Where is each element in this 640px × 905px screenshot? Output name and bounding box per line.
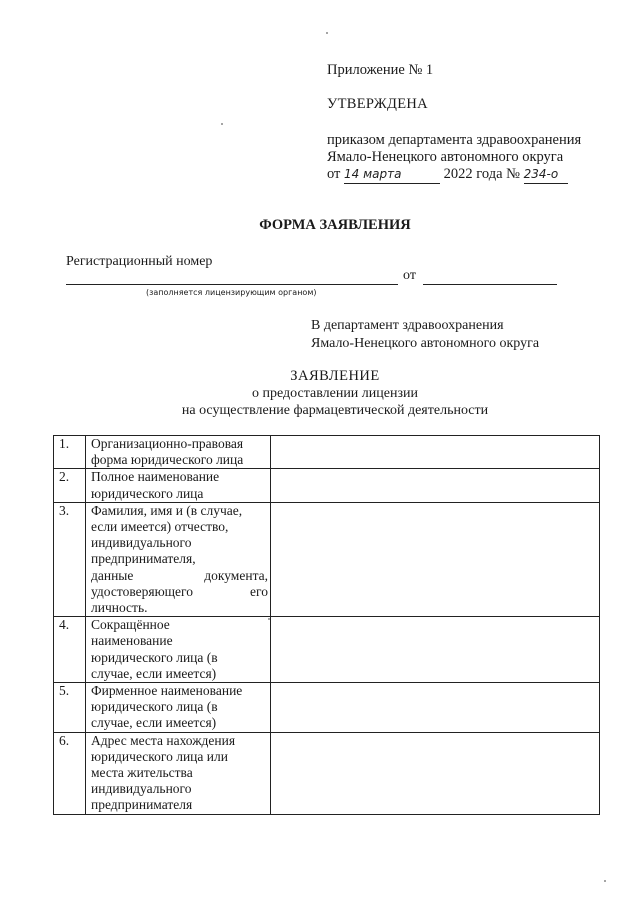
table-row (54, 469, 600, 502)
registration-from-label: от (403, 268, 416, 283)
scan-speck (326, 32, 328, 34)
addressee-line-2: Ямало-Ненецкого автономного округа (311, 336, 540, 351)
row-label-line: предпринимателя (91, 797, 193, 813)
row-number: 1. (54, 436, 86, 469)
table-row (54, 617, 600, 683)
row-value-field[interactable] (271, 436, 600, 469)
row-label-word: его (250, 583, 268, 599)
row-label-line: случае, если имеется) (91, 715, 217, 731)
row-label-line: юридического лица (в (91, 649, 218, 665)
scan-speck (221, 123, 223, 125)
application-subtitle-2: на осуществление фармацевтической деятельности (181, 403, 489, 418)
order-line-1: приказом департамента здравоохранения (327, 132, 582, 148)
row-label (86, 469, 271, 502)
order-number-field (524, 166, 568, 184)
row-number: 6. (54, 732, 86, 814)
row-label-word: данные (91, 567, 134, 583)
table-row (54, 732, 600, 814)
row-label (86, 617, 271, 683)
row-label-line: юридического лица (91, 485, 204, 501)
scan-speck (604, 880, 606, 882)
row-label (86, 436, 271, 469)
application-subtitle-1: о предоставлении лицензии (251, 386, 418, 401)
scan-speck (268, 618, 270, 620)
form-title: ФОРМА ЗАЯВЛЕНИЯ (259, 217, 411, 233)
order-date-handwritten: 14 марта (344, 167, 402, 181)
row-label-line: случае, если имеется) (91, 665, 217, 681)
approved-label: УТВЕРЖДЕНА (327, 96, 428, 112)
order-number-handwritten: 234-о (523, 167, 559, 181)
registration-label: Регистрационный номер (66, 254, 213, 269)
registration-note: (заполняется лицензирующим органом) (146, 288, 317, 297)
row-label-line (91, 584, 268, 600)
row-label-word: удостоверяющего (91, 583, 193, 599)
row-label-line: Фамилия, имя и (в случае, (91, 502, 243, 518)
row-label-line: индивидуального (91, 535, 192, 551)
row-label-line: юридического лица или (91, 748, 228, 764)
row-label-line: если имеется) отчество, (91, 519, 229, 535)
table-row (54, 502, 600, 616)
row-label (86, 732, 271, 814)
registration-number-line (66, 284, 398, 285)
table-row (54, 683, 600, 733)
row-label-line: индивидуального (91, 781, 192, 797)
row-label-line: Полное наименование (91, 469, 220, 485)
row-label-line: Сокращённое (91, 617, 170, 633)
row-label (86, 502, 271, 616)
table-row (54, 436, 600, 469)
addressee-line-1: В департамент здравоохранения (311, 318, 504, 333)
order-year: 2022 года № (443, 166, 520, 182)
row-number: 4. (54, 617, 86, 683)
order-line-3 (327, 166, 568, 184)
row-label-line: юридического лица (в (91, 699, 218, 715)
row-label-line: форма юридического лица (91, 452, 244, 468)
row-label-line: Адрес места нахождения (91, 732, 236, 748)
order-line-2: Ямало-Ненецкого автономного округа (327, 149, 564, 165)
row-value-field[interactable] (271, 469, 600, 502)
row-label (86, 683, 271, 733)
row-value-field[interactable] (271, 732, 600, 814)
row-number: 3. (54, 502, 86, 616)
row-value-field[interactable] (271, 502, 600, 616)
row-label-line: места жительства (91, 765, 193, 781)
row-number: 5. (54, 683, 86, 733)
appendix-label: Приложение № 1 (327, 62, 434, 78)
row-label-line (91, 568, 268, 584)
row-label-line: Фирменное наименование (91, 683, 243, 699)
row-label-line: наименование (91, 633, 173, 649)
order-prefix: от (327, 166, 341, 182)
row-label-line: Организационно-правовая (91, 436, 244, 451)
row-label-line: предпринимателя, (91, 551, 196, 567)
row-label-word: документа, (204, 567, 268, 583)
registration-date-line (423, 284, 557, 285)
row-number: 2. (54, 469, 86, 502)
application-title: ЗАЯВЛЕНИЕ (290, 368, 380, 384)
order-date-field (344, 166, 440, 184)
row-value-field[interactable] (271, 683, 600, 733)
row-value-field[interactable] (271, 617, 600, 683)
row-label-line: личность. (91, 600, 148, 616)
application-form-table (53, 435, 600, 815)
